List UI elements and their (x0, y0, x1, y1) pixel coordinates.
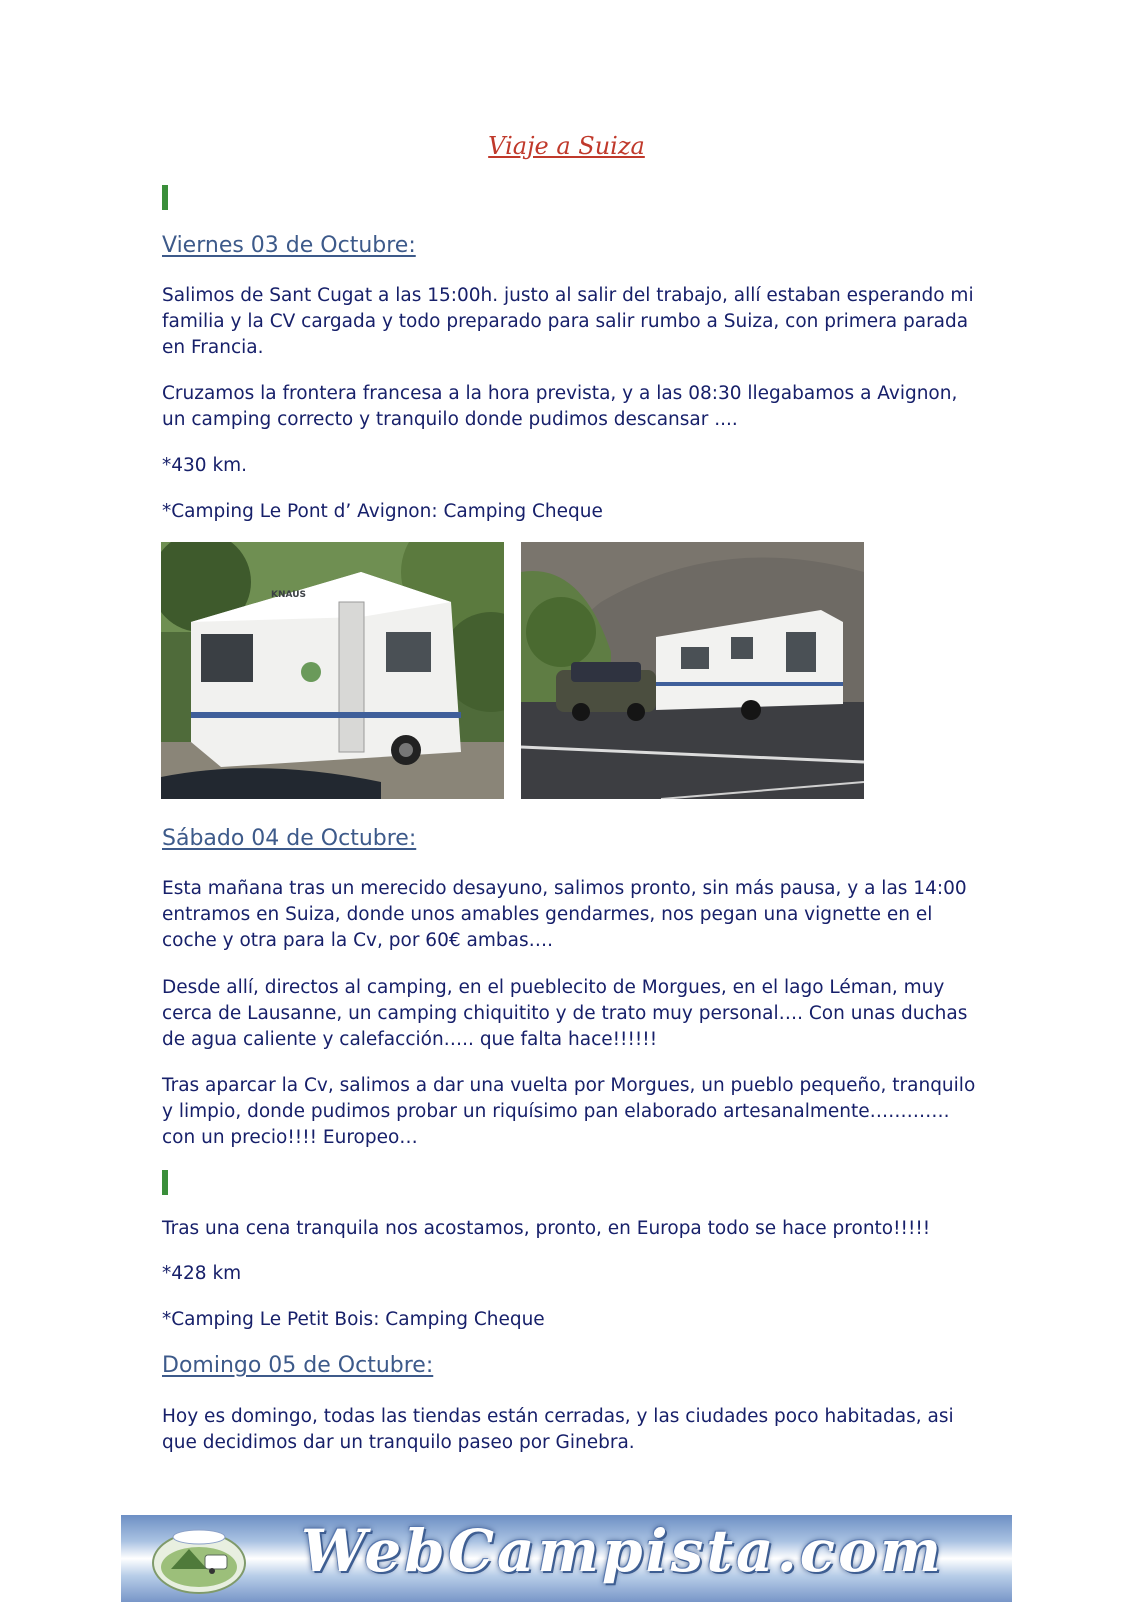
footer-banner (121, 1515, 1012, 1602)
section-heading-sunday: Domingo 05 de Octubre: (162, 1353, 434, 1378)
paragraph: Salimos de Sant Cugat a las 15:00h. justo al salir del trabajo, allí estaban esperando mi familia y la CV cargada y todo preparado para salir rumbo a Suiza, con primera parada en Francia. (162, 285, 974, 358)
section-heading-saturday: Sábado 04 de Octubre: (162, 826, 417, 851)
distance-note: *430 km. (162, 455, 248, 476)
paragraph: Esta mañana tras un merecido desayuno, salimos pronto, sin más pausa, y a las 14:00 entramos en Suiza, donde unos amables gendarmes, nos pegan una vignette en el coche y otra para la Cv, por 60€ ambas…. (162, 878, 967, 951)
campsite-logo-icon (149, 1527, 249, 1595)
caravan-photo-1 (161, 542, 504, 799)
camping-note: *Camping Le Pont d’ Avignon: Camping Cheque (162, 501, 603, 522)
distance-note: *428 km (162, 1263, 242, 1284)
paragraph: Cruzamos la frontera francesa a la hora prevista, y a las 08:30 llegabamos a Avignon, un camping correcto y tranquilo donde pudimos descansar .... (162, 383, 958, 430)
section-heading-friday: Viernes 03 de Octubre: (162, 233, 416, 258)
paragraph: Tras aparcar la Cv, salimos a dar una vuelta por Morgues, un pueblo pequeño, tranquilo y limpio, donde pudimos probar un riquísimo pan elaborado artesanalmente…………. con un precio!!!! Europeo… (162, 1075, 976, 1148)
paragraph: Desde allí, directos al camping, en el pueblecito de Morgues, en el lago Léman, muy cerca de Lausanne, un camping chiquitito y de trato muy personal…. Con unas duchas de agua caliente y calefacción….. que falta hace!!!!!! (162, 977, 968, 1050)
footer-brand-text: WebCampista.com (301, 1517, 945, 1585)
document-title: Viaje a Suiza (488, 132, 645, 160)
green-marker (162, 185, 168, 210)
caravan-photo-2 (521, 542, 864, 799)
green-marker (162, 1170, 168, 1195)
caravan-brand-label: KNAUS (271, 590, 306, 600)
paragraph: Tras una cena tranquila nos acostamos, pronto, en Europa todo se hace pronto!!!!! (162, 1218, 931, 1239)
camping-note: *Camping Le Petit Bois: Camping Cheque (162, 1309, 545, 1330)
paragraph: Hoy es domingo, todas las tiendas están cerradas, y las ciudades poco habitadas, asi que decidimos dar un tranquilo paseo por Ginebra. (162, 1406, 954, 1453)
